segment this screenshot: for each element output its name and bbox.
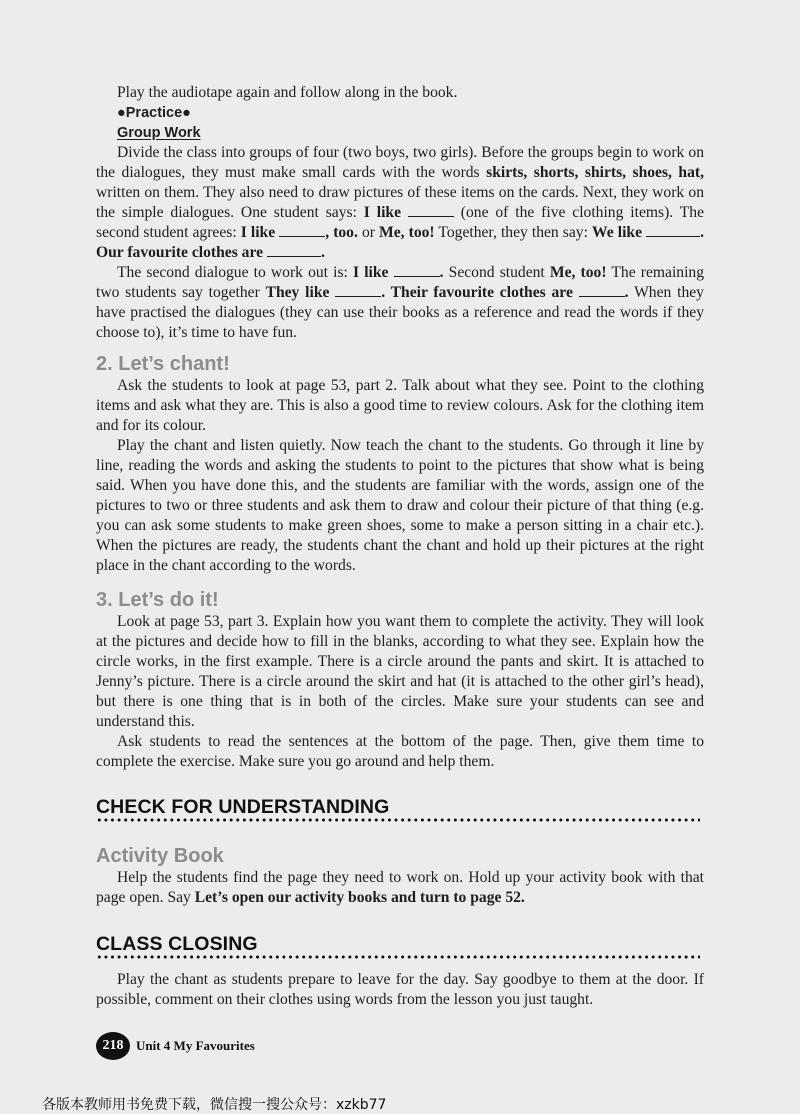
fill-blank: [267, 243, 321, 257]
closing-paragraph: Play the chant as students prepare to leave for the day. Say goodbye to them at the door. If possible, comment on their clothes using words from the lesson you just taught.: [96, 971, 704, 1008]
dotted-divider: [96, 818, 700, 822]
do-it-paragraph-2: Ask students to read the sentences at the bottom of the page. Then, give them time to complete the exercise. Make sure you go around and help them.: [96, 733, 704, 770]
fill-blank: [394, 263, 440, 277]
fill-blank: [279, 223, 325, 237]
activity-book-section: [96, 844, 704, 908]
activity-book-paragraph: Help the students find the page they need to work on. Hold up your activity book with that page open. Say Let’s open our activity books and turn to page 52.: [96, 869, 704, 906]
fill-blank: [579, 283, 625, 297]
activity-book-heading: Activity Book: [96, 845, 224, 867]
closing-heading: CLASS CLOSING: [96, 933, 258, 955]
check-heading: CHECK FOR UNDERSTANDING: [96, 796, 390, 818]
do-it-heading: 3. Let’s do it!: [96, 589, 219, 611]
chant-section: [96, 352, 704, 576]
chant-heading: 2. Let’s chant!: [96, 353, 230, 375]
practice-label: ●Practice●: [117, 105, 191, 121]
group-work-paragraph-2: The second dialogue to work out is: I like . Second student Me, too! The remaining two students say together They like . Their favourite clothes are . When they have practised the dialogues (they can use their books as a reference and read the words if they choose to), it’s time to have fun.: [96, 264, 704, 341]
chant-paragraph-2: Play the chant and listen quietly. Now teach the chant to the students. Go through it line by line, reading the words and asking the students to point to the pictures that show what is being said. When you have done this, and the students are familiar with the words, assign one of the pictures to two or three students and ask them to draw and colour their picture of that thing (e.g. you can ask some students to make green shoes, some to make a person sitting in a chair etc.). When the pictures are ready, the students chant the chant and hold up their pictures at the right place in the chant according to the words.: [96, 437, 704, 574]
intro-line: Play the audiotape again and follow along in the book.: [117, 84, 458, 101]
fill-blank: [646, 223, 700, 237]
practice-section: [96, 83, 704, 343]
check-section-heading: [96, 796, 704, 818]
unit-title: Unit 4 My Favourites: [136, 1038, 255, 1053]
fill-blank: [335, 283, 381, 297]
chant-paragraph-1: Ask the students to look at page 53, part 2. Talk about what they see. Point to the clothing items and ask what they are. This is also a good time to review colours. Ask for the clothing item and for its colour.: [96, 377, 704, 434]
closing-section-heading: [96, 933, 704, 955]
watermark-text: 各版本教师用书免费下载，微信搜一搜公众号：xzkb77: [42, 1097, 387, 1113]
closing-section: [96, 970, 704, 1010]
page-number-badge: 218: [96, 1032, 130, 1060]
do-it-paragraph-1: Look at page 53, part 3. Explain how you want them to complete the activity. They will look at the pictures and decide how to fill in the blanks, according to what they see. Explain how the circle works, in the first example. There is a circle around the pants and skirt. It is attached to Jenny’s picture. There is a circle around the skirt and hat (it is attached to the other girl’s head), but there is one thing that is in both of the circles. Make sure your students can see and understand this.: [96, 613, 704, 730]
dotted-divider: [96, 955, 700, 959]
fill-blank: [408, 203, 454, 217]
group-work-label: Group Work: [117, 125, 201, 141]
do-it-section: [96, 588, 704, 772]
group-work-paragraph-1: Divide the class into groups of four (two boys, two girls). Before the groups begin to work on the dialogues, they must make small cards with the words skirts, shorts, shirts, shoes, hat, written on them. They also need to draw pictures of these items on the cards. Next, they work on the simple dialogues. One student says: I like (one of the five clothing items). The second student agrees: I like , too. or Me, too! Together, they then say: We like . Our favourite clothes are .: [96, 144, 704, 261]
